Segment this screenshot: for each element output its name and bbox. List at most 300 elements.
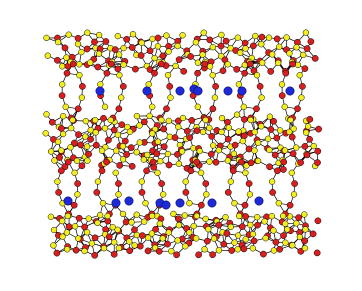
yellow-framework-atom (255, 158, 261, 164)
yellow-framework-atom (116, 245, 122, 251)
red-bridging-atom (302, 238, 308, 244)
red-bridging-atom (216, 222, 222, 228)
blue-cation-atom (162, 201, 170, 209)
yellow-framework-atom (43, 130, 49, 136)
yellow-framework-atom (58, 148, 64, 154)
yellow-framework-atom (115, 132, 121, 138)
red-bridging-atom (280, 166, 286, 172)
yellow-framework-atom (160, 192, 166, 198)
yellow-framework-atom (216, 147, 222, 153)
yellow-framework-atom (263, 235, 269, 241)
yellow-framework-atom (243, 236, 249, 242)
yellow-framework-atom (258, 123, 264, 129)
red-bridging-atom (312, 55, 318, 61)
red-bridging-atom (139, 233, 145, 239)
yellow-framework-atom (77, 72, 83, 78)
yellow-framework-atom (279, 82, 285, 88)
red-bridging-atom (151, 70, 157, 76)
red-bridging-atom (79, 83, 85, 89)
red-bridging-atom (92, 252, 98, 258)
yellow-framework-atom (45, 53, 51, 59)
red-bridging-atom (308, 39, 314, 45)
red-bridging-atom (250, 43, 256, 49)
red-bridging-atom (155, 35, 161, 41)
red-bridging-atom (229, 247, 235, 253)
yellow-framework-atom (66, 32, 72, 38)
yellow-framework-atom (83, 118, 89, 124)
yellow-framework-atom (254, 72, 260, 78)
red-bridging-atom (277, 246, 283, 252)
red-bridging-atom (56, 189, 62, 195)
yellow-framework-atom (72, 223, 78, 229)
yellow-framework-atom (65, 213, 71, 219)
red-bridging-atom (160, 53, 166, 59)
red-bridging-atom (287, 202, 293, 208)
yellow-framework-atom (84, 144, 90, 150)
red-bridging-atom (188, 53, 194, 59)
yellow-framework-atom (155, 43, 161, 49)
yellow-framework-atom (51, 227, 57, 233)
yellow-framework-atom (95, 220, 101, 226)
red-bridging-atom (213, 83, 219, 89)
blue-cation-atom (176, 87, 184, 95)
yellow-framework-atom (60, 113, 66, 119)
red-bridging-atom (241, 116, 247, 122)
red-bridging-atom (99, 168, 105, 174)
red-bridging-atom (242, 202, 248, 208)
yellow-framework-atom (96, 51, 102, 57)
red-bridging-atom (304, 46, 310, 52)
yellow-framework-atom (55, 179, 61, 185)
yellow-framework-atom (97, 82, 103, 88)
yellow-framework-atom (143, 200, 149, 206)
red-bridging-atom (292, 181, 298, 187)
yellow-framework-atom (210, 44, 216, 50)
yellow-framework-atom (284, 227, 290, 233)
yellow-framework-atom (157, 158, 163, 164)
yellow-framework-atom (283, 240, 289, 246)
framework-atoms (43, 30, 322, 259)
red-bridging-atom (267, 164, 273, 170)
yellow-framework-atom (266, 35, 272, 41)
yellow-framework-atom (294, 220, 300, 226)
red-bridging-atom (88, 136, 94, 142)
yellow-framework-atom (102, 125, 108, 131)
red-bridging-atom (224, 119, 230, 125)
red-bridging-atom (156, 248, 162, 254)
yellow-framework-atom (175, 43, 181, 49)
yellow-framework-atom (84, 229, 90, 235)
red-bridging-atom (302, 143, 308, 149)
yellow-framework-atom (102, 104, 108, 110)
yellow-framework-atom (305, 124, 311, 130)
red-bridging-atom (270, 189, 276, 195)
red-bridging-atom (194, 159, 200, 165)
red-bridging-atom (221, 241, 227, 247)
yellow-framework-atom (51, 243, 57, 249)
yellow-framework-atom (84, 30, 90, 36)
yellow-framework-atom (97, 212, 103, 218)
red-bridging-atom (175, 216, 181, 222)
red-bridging-atom (202, 61, 208, 67)
red-bridging-atom (64, 70, 70, 76)
red-bridging-atom (129, 163, 135, 169)
yellow-framework-atom (141, 157, 147, 163)
yellow-framework-atom (291, 192, 297, 198)
yellow-framework-atom (234, 112, 240, 118)
yellow-framework-atom (155, 139, 161, 145)
red-bridging-atom (75, 106, 81, 112)
blue-cation-atom (194, 87, 202, 95)
red-bridging-atom (91, 39, 97, 45)
yellow-framework-atom (203, 216, 209, 222)
red-bridging-atom (181, 68, 187, 74)
red-bridging-atom (224, 231, 230, 237)
yellow-framework-atom (175, 238, 181, 244)
yellow-framework-atom (200, 52, 206, 58)
yellow-framework-atom (180, 32, 186, 38)
yellow-framework-atom (198, 170, 204, 176)
yellow-framework-atom (113, 148, 119, 154)
yellow-framework-atom (210, 72, 216, 78)
red-bridging-atom (314, 160, 320, 166)
red-bridging-atom (241, 246, 247, 252)
yellow-framework-atom (275, 60, 281, 66)
red-bridging-atom (158, 61, 164, 67)
yellow-framework-atom (175, 124, 181, 130)
red-bridging-atom (95, 64, 101, 70)
yellow-framework-atom (232, 200, 238, 206)
yellow-framework-atom (282, 148, 288, 154)
red-bridging-atom (115, 181, 121, 187)
red-bridging-atom (54, 57, 60, 63)
yellow-framework-atom (149, 213, 155, 219)
red-bridging-atom (195, 70, 201, 76)
yellow-framework-atom (280, 213, 286, 219)
yellow-framework-atom (176, 222, 182, 228)
red-bridging-atom (93, 142, 99, 148)
yellow-framework-atom (149, 131, 155, 137)
red-bridging-atom (220, 68, 226, 74)
yellow-framework-atom (113, 170, 119, 176)
yellow-framework-atom (120, 211, 126, 217)
yellow-framework-atom (232, 240, 238, 246)
red-bridging-atom (209, 133, 215, 139)
yellow-framework-atom (284, 35, 290, 41)
red-bridging-atom (54, 250, 60, 256)
red-bridging-atom (71, 202, 77, 208)
red-bridging-atom (283, 70, 289, 76)
yellow-framework-atom (226, 125, 232, 131)
red-bridging-atom (189, 117, 195, 123)
yellow-framework-atom (100, 200, 106, 206)
yellow-framework-atom (216, 247, 222, 253)
yellow-framework-atom (149, 104, 155, 110)
red-bridging-atom (167, 83, 173, 89)
red-bridging-atom (234, 66, 240, 72)
red-bridging-atom (76, 215, 82, 221)
yellow-framework-atom (206, 125, 212, 131)
red-bridging-atom (203, 181, 209, 187)
yellow-framework-atom (87, 60, 93, 66)
yellow-framework-atom (48, 214, 54, 220)
yellow-framework-atom (267, 147, 273, 153)
red-bridging-atom (242, 40, 248, 46)
red-bridging-atom (255, 222, 261, 228)
yellow-framework-atom (86, 216, 92, 222)
red-bridging-atom (116, 106, 122, 112)
yellow-framework-atom (301, 212, 307, 218)
red-bridging-atom (225, 136, 231, 142)
red-bridging-atom (315, 148, 321, 154)
yellow-framework-atom (75, 41, 81, 47)
red-bridging-atom (315, 218, 321, 224)
yellow-framework-atom (44, 111, 50, 117)
yellow-framework-atom (166, 49, 172, 55)
yellow-framework-atom (231, 151, 237, 157)
red-bridging-atom (75, 132, 81, 138)
red-bridging-atom (103, 38, 109, 44)
yellow-framework-atom (64, 246, 70, 252)
red-bridging-atom (294, 106, 300, 112)
yellow-framework-atom (52, 158, 58, 164)
red-bridging-atom (161, 126, 167, 132)
yellow-framework-atom (269, 52, 275, 58)
red-bridging-atom (92, 235, 98, 241)
yellow-framework-atom (139, 40, 145, 46)
red-bridging-atom (271, 118, 277, 124)
yellow-framework-atom (203, 192, 209, 198)
yellow-framework-atom (228, 179, 234, 185)
red-bridging-atom (298, 160, 304, 166)
blue-cation-atom (238, 87, 246, 95)
yellow-framework-atom (96, 32, 102, 38)
yellow-framework-atom (121, 45, 127, 51)
red-bridging-atom (73, 247, 79, 253)
red-bridging-atom (253, 106, 259, 112)
yellow-framework-atom (120, 156, 126, 162)
yellow-framework-atom (101, 245, 107, 251)
red-bridging-atom (259, 34, 265, 40)
red-bridging-atom (166, 162, 172, 168)
yellow-framework-atom (60, 234, 66, 240)
yellow-framework-atom (228, 224, 234, 230)
yellow-framework-atom (297, 72, 303, 78)
yellow-framework-atom (166, 230, 172, 236)
red-bridging-atom (302, 66, 308, 72)
yellow-framework-atom (168, 248, 174, 254)
yellow-framework-atom (240, 138, 246, 144)
yellow-framework-atom (121, 62, 127, 68)
yellow-framework-atom (303, 30, 309, 36)
blue-cation-atom (286, 87, 294, 95)
yellow-framework-atom (74, 158, 80, 164)
yellow-framework-atom (85, 158, 91, 164)
yellow-framework-atom (116, 52, 122, 58)
red-bridging-atom (207, 37, 213, 43)
yellow-framework-atom (145, 235, 151, 241)
yellow-framework-atom (157, 221, 163, 227)
yellow-framework-atom (193, 39, 199, 45)
red-bridging-atom (183, 189, 189, 195)
yellow-framework-atom (237, 50, 243, 56)
red-bridging-atom (307, 136, 313, 142)
red-bridging-atom (62, 45, 68, 51)
yellow-framework-atom (160, 236, 166, 242)
red-bridging-atom (281, 159, 287, 165)
yellow-framework-atom (173, 63, 179, 69)
red-bridging-atom (257, 83, 263, 89)
red-bridging-atom (65, 159, 71, 165)
yellow-framework-atom (247, 192, 253, 198)
red-bridging-atom (316, 126, 322, 132)
red-bridging-atom (86, 151, 92, 157)
red-bridging-atom (120, 83, 126, 89)
red-bridging-atom (164, 241, 170, 247)
yellow-framework-atom (59, 63, 65, 69)
yellow-framework-atom (115, 33, 121, 39)
yellow-framework-atom (164, 33, 170, 39)
yellow-framework-atom (92, 117, 98, 123)
red-bridging-atom (225, 189, 231, 195)
red-bridging-atom (84, 46, 90, 52)
yellow-framework-atom (271, 228, 277, 234)
yellow-framework-atom (180, 115, 186, 121)
yellow-framework-atom (282, 221, 288, 227)
red-bridging-atom (78, 142, 84, 148)
yellow-framework-atom (155, 170, 161, 176)
yellow-framework-atom (168, 95, 174, 101)
yellow-framework-atom (137, 123, 143, 129)
yellow-framework-atom (116, 192, 122, 198)
blue-cation-atom (64, 197, 72, 205)
yellow-framework-atom (269, 179, 275, 185)
red-bridging-atom (150, 159, 156, 165)
red-bridging-atom (137, 243, 143, 249)
yellow-framework-atom (179, 149, 185, 155)
red-bridging-atom (268, 126, 274, 132)
yellow-framework-atom (200, 129, 206, 135)
yellow-framework-atom (171, 211, 177, 217)
yellow-framework-atom (219, 115, 225, 121)
yellow-framework-atom (276, 200, 282, 206)
yellow-framework-atom (134, 232, 140, 238)
red-bridging-atom (299, 83, 305, 89)
red-bridging-atom (204, 238, 210, 244)
red-bridging-atom (100, 115, 106, 121)
yellow-framework-atom (182, 213, 188, 219)
yellow-framework-atom (288, 117, 294, 123)
yellow-framework-atom (193, 236, 199, 242)
red-bridging-atom (274, 168, 280, 174)
red-bridging-atom (296, 215, 302, 221)
red-bridging-atom (111, 251, 117, 257)
yellow-framework-atom (48, 149, 54, 155)
yellow-framework-atom (203, 117, 209, 123)
yellow-framework-atom (115, 227, 121, 233)
red-bridging-atom (127, 248, 133, 254)
yellow-framework-atom (235, 246, 241, 252)
yellow-framework-atom (299, 95, 305, 101)
yellow-framework-atom (93, 130, 99, 136)
red-bridging-atom (239, 224, 245, 230)
yellow-framework-atom (295, 62, 301, 68)
red-bridging-atom (117, 162, 123, 168)
yellow-framework-atom (64, 55, 70, 61)
red-bridging-atom (273, 239, 279, 245)
red-bridging-atom (163, 106, 169, 112)
yellow-framework-atom (195, 60, 201, 66)
red-bridging-atom (138, 52, 144, 58)
yellow-framework-atom (82, 248, 88, 254)
yellow-framework-atom (247, 222, 253, 228)
yellow-framework-atom (152, 55, 158, 61)
red-bridging-atom (59, 93, 65, 99)
yellow-framework-atom (129, 219, 135, 225)
yellow-framework-atom (166, 118, 172, 124)
red-bridging-atom (290, 151, 296, 157)
red-bridging-atom (128, 145, 134, 151)
red-bridging-atom (58, 125, 64, 131)
red-bridging-atom (272, 152, 278, 158)
red-bridging-atom (198, 202, 204, 208)
yellow-framework-atom (118, 95, 124, 101)
yellow-framework-atom (243, 46, 249, 52)
yellow-framework-atom (255, 140, 261, 146)
red-bridging-atom (75, 181, 81, 187)
yellow-framework-atom (265, 136, 271, 142)
yellow-framework-atom (165, 72, 171, 78)
yellow-framework-atom (250, 231, 256, 237)
yellow-framework-atom (159, 117, 165, 123)
yellow-framework-atom (282, 104, 288, 110)
yellow-framework-atom (139, 179, 145, 185)
blue-cation-atom (224, 87, 232, 95)
yellow-framework-atom (252, 148, 258, 154)
yellow-framework-atom (183, 179, 189, 185)
red-bridging-atom (132, 66, 138, 72)
yellow-framework-atom (165, 151, 171, 157)
yellow-framework-atom (219, 32, 225, 38)
red-bridging-atom (115, 66, 121, 72)
red-bridging-atom (147, 48, 153, 54)
yellow-framework-atom (287, 50, 293, 56)
red-bridging-atom (172, 135, 178, 141)
red-bridging-atom (213, 159, 219, 165)
red-bridging-atom (159, 181, 165, 187)
red-bridging-atom (176, 57, 182, 63)
red-bridging-atom (112, 47, 118, 53)
yellow-framework-atom (130, 31, 136, 37)
red-bridging-atom (314, 250, 320, 256)
yellow-framework-atom (147, 113, 153, 119)
yellow-framework-atom (75, 236, 81, 242)
yellow-framework-atom (137, 140, 143, 146)
yellow-framework-atom (195, 104, 201, 110)
yellow-framework-atom (235, 35, 241, 41)
red-bridging-atom (246, 181, 252, 187)
yellow-framework-atom (72, 170, 78, 176)
red-bridging-atom (274, 135, 280, 141)
yellow-framework-atom (150, 36, 156, 42)
red-bridging-atom (289, 134, 295, 140)
red-bridging-atom (104, 159, 110, 165)
yellow-framework-atom (212, 95, 218, 101)
yellow-framework-atom (277, 127, 283, 133)
yellow-framework-atom (202, 246, 208, 252)
red-bridging-atom (242, 70, 248, 76)
yellow-framework-atom (300, 52, 306, 58)
